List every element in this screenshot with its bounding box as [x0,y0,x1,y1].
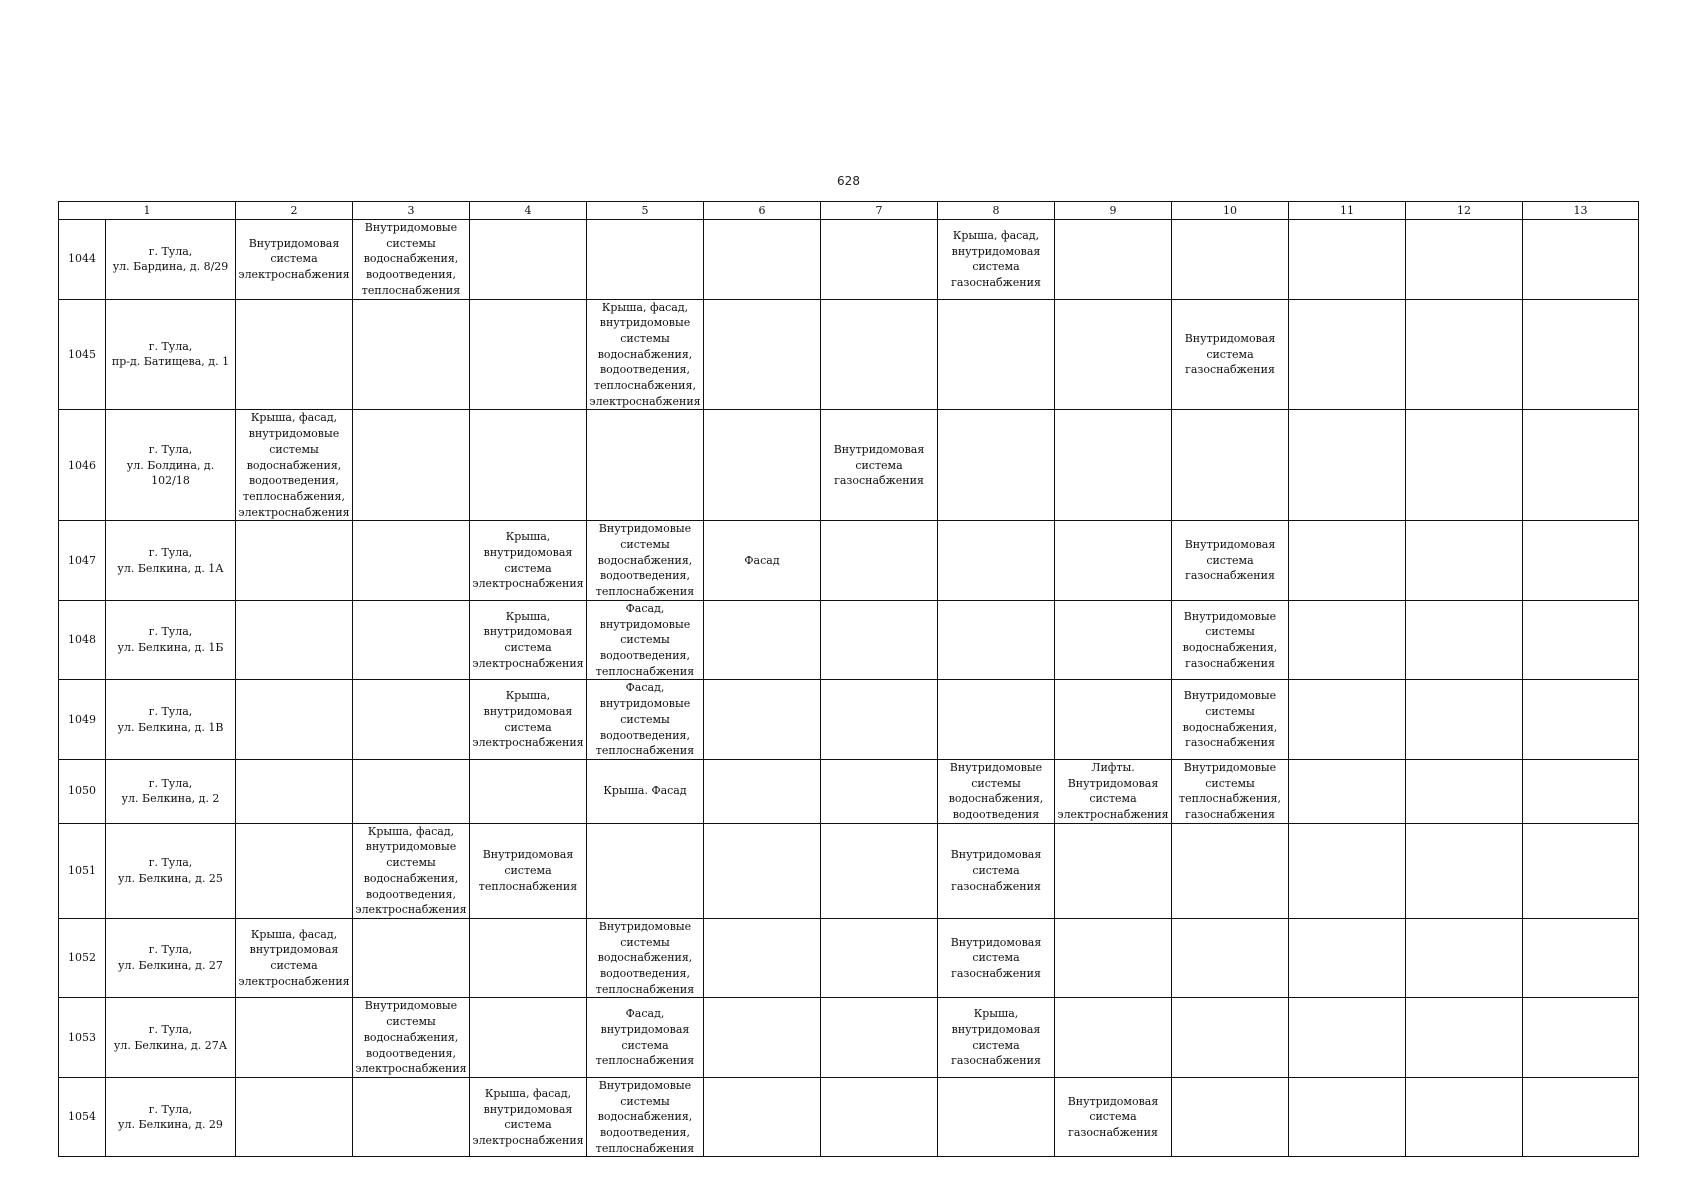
work-cell [704,521,821,601]
work-cell [236,410,353,521]
work-cell [704,410,821,521]
work-cell [236,680,353,760]
work-cell [1055,998,1172,1078]
work-cell [587,600,704,680]
work-cell [1172,299,1289,410]
work-text: Крыша, фасад, внутридомовая система газоснабжения [951,228,1041,289]
work-cell [1055,759,1172,823]
work-cell [1523,1077,1639,1157]
address-cell [106,299,236,410]
work-cell [938,600,1055,680]
work-text: Фасад, внутридомовая система теплоснабжения [595,1007,695,1068]
work-cell [587,680,704,760]
column-header: 1 [59,202,236,220]
page-number: 628 [837,174,860,188]
work-text: Внутридомовые системы теплоснабжения, газоснабжения [1179,760,1281,822]
work-cell [938,759,1055,823]
table-row [59,410,1639,521]
work-cell [821,998,938,1078]
address-text: г. Тула, ул. Белкина, д. 1В [117,704,224,734]
work-text: Внутридомовая система газоснабжения [833,442,925,488]
address-cell [106,680,236,760]
work-text: Крыша. Фасад [603,784,687,798]
work-text: Фасад [744,553,780,567]
work-cell [938,1077,1055,1157]
work-cell [1406,918,1523,998]
work-cell [1289,521,1406,601]
work-cell [1289,759,1406,823]
work-cell [1055,220,1172,300]
work-cell [1055,299,1172,410]
table-row [59,299,1639,410]
address-text: г. Тула, ул. Белкина, д. 1А [117,545,224,575]
work-cell [470,299,587,410]
work-cell [1406,823,1523,918]
table-row [59,998,1639,1078]
work-cell [821,918,938,998]
work-cell [236,1077,353,1157]
address-text: г. Тула, ул. Белкина, д. 29 [118,1102,223,1132]
work-cell [587,759,704,823]
work-cell [821,220,938,300]
row-number: 1054 [59,1077,106,1157]
row-number: 1052 [59,918,106,998]
work-cell [236,823,353,918]
table-row [59,220,1639,300]
work-cell [1523,759,1639,823]
work-cell [587,220,704,300]
work-cell [470,998,587,1078]
work-cell [704,299,821,410]
row-number: 1044 [59,220,106,300]
work-cell [1406,410,1523,521]
row-number: 1047 [59,521,106,601]
work-cell [236,220,353,300]
column-header: 8 [938,202,1055,220]
work-text: Внутридомовая система газоснабжения [1184,538,1276,583]
work-text: Крыша, фасад, внутридомовые системы водоснабжения, водоотведения, электроснабжения [355,824,467,917]
work-cell [353,410,470,521]
column-header: 7 [821,202,938,220]
work-cell [1055,823,1172,918]
work-text: Крыша, внутридомовая система электроснабжения [472,609,584,670]
repair-schedule-table [58,201,1639,1157]
work-cell [821,410,938,521]
work-text: Внутридомовые системы водоснабжения, водоотведения, теплоснабжения [595,522,695,599]
work-cell [821,680,938,760]
work-cell [1406,1077,1523,1157]
work-cell [353,759,470,823]
table-row [59,759,1639,823]
work-cell [1523,918,1639,998]
address-cell [106,759,236,823]
address-text: г. Тула, ул. Белкина, д. 2 [121,776,220,806]
address-cell [106,410,236,521]
address-cell [106,1077,236,1157]
work-cell [1172,1077,1289,1157]
work-cell [1172,220,1289,300]
column-header: 6 [704,202,821,220]
work-cell [1172,410,1289,521]
column-header: 11 [1289,202,1406,220]
work-cell [1406,299,1523,410]
work-cell [236,918,353,998]
row-number: 1045 [59,299,106,410]
address-cell [106,600,236,680]
work-text: Внутридомовые системы водоснабжения, водоотведения [948,760,1044,822]
work-cell [704,918,821,998]
work-cell [704,600,821,680]
work-text: Крыша, фасад, внутридомовая система электроснабжения [238,927,350,988]
work-text: Крыша, внутридомовая система газоснабжения [951,1007,1041,1068]
address-cell [106,220,236,300]
work-cell [1289,299,1406,410]
work-text: Крыша, внутридомовая система электроснабжения [472,530,584,591]
work-cell [1406,220,1523,300]
work-cell [938,220,1055,300]
work-cell [353,600,470,680]
work-cell [1289,220,1406,300]
work-cell [1289,823,1406,918]
work-cell [1289,600,1406,680]
row-number: 1053 [59,998,106,1078]
work-cell [1523,680,1639,760]
work-cell [236,600,353,680]
address-text: г. Тула, ул. Бардина, д. 8/29 [112,244,229,274]
work-cell [1406,521,1523,601]
work-cell [1055,410,1172,521]
row-number: 1049 [59,680,106,760]
work-cell [938,998,1055,1078]
work-cell [470,823,587,918]
work-cell [470,521,587,601]
work-cell [1523,823,1639,918]
row-number: 1046 [59,410,106,521]
work-cell [704,1077,821,1157]
work-text: Внутридомовые системы водоснабжения, газоснабжения [1182,689,1278,750]
column-header: 3 [353,202,470,220]
work-cell [821,823,938,918]
table-row [59,680,1639,760]
work-cell [1289,998,1406,1078]
work-cell [1289,410,1406,521]
work-cell [353,680,470,760]
address-text: г. Тула, ул. Белкина, д. 27 [118,943,223,973]
address-cell [106,998,236,1078]
work-text: Внутридомовая система газоснабжения [1184,331,1276,377]
work-cell [1172,918,1289,998]
work-cell [587,998,704,1078]
column-header: 10 [1172,202,1289,220]
table-row [59,1077,1639,1157]
address-cell [106,823,236,918]
work-cell [938,680,1055,760]
work-cell [353,823,470,918]
column-header: 4 [470,202,587,220]
work-cell [1172,759,1289,823]
work-cell [1523,220,1639,300]
work-cell [1406,998,1523,1078]
work-cell [353,220,470,300]
work-text: Крыша, фасад, внутридомовые системы водоснабжения, водоотведения, теплоснабжения, электроснабжения [238,411,350,519]
work-cell [470,759,587,823]
work-cell [236,299,353,410]
work-cell [1172,600,1289,680]
table-row [59,823,1639,918]
work-cell [821,521,938,601]
column-header: 5 [587,202,704,220]
work-text: Внутридомовая система теплоснабжения [478,848,578,893]
work-cell [821,759,938,823]
row-number: 1051 [59,823,106,918]
work-text: Внутридомовые системы водоснабжения, газоснабжения [1182,609,1278,670]
work-cell [1055,918,1172,998]
work-cell [1289,680,1406,760]
work-cell [587,299,704,410]
address-text: г. Тула, ул. Белкина, д. 1Б [117,625,224,655]
work-cell [1172,521,1289,601]
work-cell [1289,1077,1406,1157]
work-cell [938,410,1055,521]
column-header: 9 [1055,202,1172,220]
work-cell [353,918,470,998]
column-header: 12 [1406,202,1523,220]
work-cell [1172,680,1289,760]
work-cell [1055,521,1172,601]
work-cell [1523,299,1639,410]
work-cell [821,1077,938,1157]
work-cell [704,220,821,300]
header-row [59,202,1639,220]
row-number: 1050 [59,759,106,823]
work-cell [353,998,470,1078]
work-text: Крыша, внутридомовая система электроснабжения [472,689,584,750]
table-row [59,521,1639,601]
address-text: г. Тула, ул. Белкина, д. 25 [118,856,223,885]
work-cell [1055,600,1172,680]
work-cell [1406,600,1523,680]
work-text: Крыша, фасад, внутридомовые системы водоснабжения, водоотведения, теплоснабжения, электроснабжения [589,300,701,408]
work-text: Внутридомовые системы водоснабжения, водоотведения, теплоснабжения [361,221,461,297]
work-cell [587,823,704,918]
table-row [59,600,1639,680]
work-cell [470,410,587,521]
work-cell [1406,759,1523,823]
work-cell [1289,918,1406,998]
address-text: г. Тула, ул. Белкина, д. 27А [113,1023,228,1052]
work-text: Фасад, внутридомовые системы водоотведения, теплоснабжения [595,681,695,758]
work-text: Внутридомовые системы водоснабжения, водоотведения, теплоснабжения [595,919,695,996]
work-cell [1055,680,1172,760]
work-cell [1172,823,1289,918]
row-number: 1048 [59,600,106,680]
column-header: 13 [1523,202,1639,220]
work-cell [938,918,1055,998]
work-cell [704,759,821,823]
address-cell [106,918,236,998]
work-text: Внутридомовая система газоснабжения [950,848,1042,893]
work-text: Внутридомовые системы водоснабжения, водоотведения, теплоснабжения [595,1078,695,1155]
work-cell [821,600,938,680]
work-text: Внутридомовые системы водоснабжения, водоотведения, электроснабжения [355,999,467,1076]
work-cell [587,521,704,601]
work-cell [470,600,587,680]
work-cell [236,759,353,823]
work-cell [704,823,821,918]
work-cell [1406,680,1523,760]
column-header: 2 [236,202,353,220]
work-cell [470,918,587,998]
work-cell [470,1077,587,1157]
work-cell [1523,521,1639,601]
work-cell [470,220,587,300]
address-text: г. Тула, пр-д. Батищева, д. 1 [111,339,230,369]
work-cell [353,1077,470,1157]
work-text: Лифты. Внутридомовая система электроснабжения [1057,760,1169,822]
work-cell [938,823,1055,918]
work-cell [353,299,470,410]
work-cell [1523,600,1639,680]
work-cell [587,1077,704,1157]
work-cell [704,680,821,760]
work-cell [353,521,470,601]
work-cell [1523,998,1639,1078]
work-text: Внутридомовая система газоснабжения [950,935,1042,981]
work-cell [821,299,938,410]
work-cell [1055,1077,1172,1157]
work-cell [470,680,587,760]
work-cell [587,410,704,521]
work-text: Внутридомовая система газоснабжения [1067,1094,1159,1140]
work-cell [587,918,704,998]
work-cell [1523,410,1639,521]
address-text: г. Тула, ул. Болдина, д. 102/18 [126,442,215,488]
address-cell [106,521,236,601]
work-cell [236,521,353,601]
work-text: Фасад, внутридомовые системы водоотведения, теплоснабжения [595,601,695,678]
work-cell [1172,998,1289,1078]
work-cell [236,998,353,1078]
work-cell [938,299,1055,410]
work-cell [938,521,1055,601]
work-text: Внутридомовая система электроснабжения [238,236,350,282]
table-row [59,918,1639,998]
work-cell [704,998,821,1078]
work-text: Крыша, фасад, внутридомовая система электроснабжения [472,1086,584,1147]
